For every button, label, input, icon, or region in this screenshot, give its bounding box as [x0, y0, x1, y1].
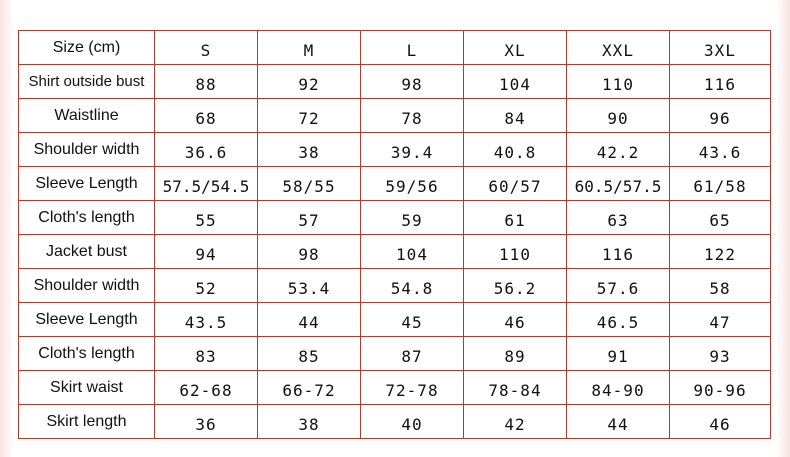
- header-size-s: [155, 31, 258, 65]
- header-size-m: [258, 31, 361, 65]
- value-text: 98: [401, 75, 423, 94]
- row-label: Sleeve Length: [19, 303, 155, 337]
- value-cell-m: [258, 201, 361, 235]
- value-cell-l: [361, 65, 464, 99]
- value-cell-3xl: [670, 269, 771, 303]
- value-text: 44: [298, 313, 320, 332]
- value-cell-l: [361, 201, 464, 235]
- row-label: Shoulder width: [19, 133, 155, 167]
- header-size-3xl: [670, 31, 771, 65]
- value-cell-xl: [464, 235, 567, 269]
- value-cell-xl: [464, 371, 567, 405]
- value-text: 45: [401, 313, 423, 332]
- value-cell-m: [258, 269, 361, 303]
- value-text: 62-68: [179, 381, 233, 400]
- value-text: 72: [298, 109, 320, 128]
- value-text: 39.4: [390, 143, 434, 162]
- value-cell-xl: [464, 303, 567, 337]
- value-cell-xxl: [567, 133, 670, 167]
- value-text: 84-90: [591, 381, 645, 400]
- value-text: 78: [401, 109, 423, 128]
- value-cell-l: [361, 167, 464, 201]
- value-cell-xl: [464, 201, 567, 235]
- value-cell-xl: [464, 65, 567, 99]
- value-cell-3xl: [670, 371, 771, 405]
- value-cell-xxl: [567, 167, 670, 201]
- value-cell-l: [361, 133, 464, 167]
- value-text: 78-84: [488, 381, 542, 400]
- row-label: Skirt length: [19, 405, 155, 439]
- value-cell-l: [361, 337, 464, 371]
- row-label: Shoulder width: [19, 269, 155, 303]
- value-cell-s: [155, 133, 258, 167]
- value-cell-s: [155, 337, 258, 371]
- value-text: 85: [298, 347, 320, 366]
- row-label: Sleeve Length: [19, 167, 155, 201]
- value-text: 116: [704, 75, 736, 94]
- value-text: 46: [709, 415, 731, 434]
- value-cell-l: [361, 405, 464, 439]
- value-cell-l: [361, 235, 464, 269]
- value-cell-3xl: [670, 133, 771, 167]
- value-text: 42: [504, 415, 526, 434]
- value-text: 83: [195, 347, 217, 366]
- header-size-l-text: L: [406, 41, 418, 60]
- measurement-row: [19, 405, 771, 439]
- row-label: Waistline: [19, 99, 155, 133]
- value-cell-s: [155, 303, 258, 337]
- value-cell-xxl: [567, 99, 670, 133]
- value-text: 38: [298, 143, 320, 162]
- value-cell-3xl: [670, 303, 771, 337]
- value-cell-xxl: [567, 269, 670, 303]
- measurement-row: [19, 167, 771, 201]
- value-cell-xl: [464, 269, 567, 303]
- value-cell-s: [155, 167, 258, 201]
- value-cell-3xl: [670, 99, 771, 133]
- value-cell-l: [361, 303, 464, 337]
- value-text: 36: [195, 415, 217, 434]
- value-text: 56.2: [493, 279, 537, 298]
- header-label-cell: Size (cm): [19, 31, 155, 65]
- value-cell-l: [361, 99, 464, 133]
- header-size-m-text: M: [303, 41, 315, 60]
- value-cell-l: [361, 269, 464, 303]
- value-text: 98: [298, 245, 320, 264]
- value-text: 43.5: [184, 313, 228, 332]
- value-text: 90-96: [693, 381, 747, 400]
- value-text: 57: [298, 211, 320, 230]
- value-cell-xxl: [567, 201, 670, 235]
- value-text: 52: [195, 279, 217, 298]
- value-text: 55: [195, 211, 217, 230]
- value-text: 58/55: [282, 177, 336, 196]
- header-size-xxl-text: XXL: [602, 41, 634, 60]
- value-text: 60.5/57.5: [574, 177, 662, 196]
- value-text: 59/56: [385, 177, 439, 196]
- value-cell-s: [155, 405, 258, 439]
- value-cell-xxl: [567, 337, 670, 371]
- value-text: 66-72: [282, 381, 336, 400]
- value-text: 47: [709, 313, 731, 332]
- measurement-row: [19, 201, 771, 235]
- value-cell-m: [258, 371, 361, 405]
- value-text: 36.6: [184, 143, 228, 162]
- row-label: Shirt outside bust: [19, 65, 155, 99]
- value-cell-s: [155, 371, 258, 405]
- header-size-xl: [464, 31, 567, 65]
- value-text: 46: [504, 313, 526, 332]
- value-cell-3xl: [670, 235, 771, 269]
- value-text: 57.6: [596, 279, 640, 298]
- value-text: 116: [602, 245, 634, 264]
- measurement-row: [19, 269, 771, 303]
- value-cell-s: [155, 201, 258, 235]
- value-text: 89: [504, 347, 526, 366]
- value-cell-xl: [464, 133, 567, 167]
- value-text: 84: [504, 109, 526, 128]
- row-label: Jacket bust: [19, 235, 155, 269]
- value-text: 90: [607, 109, 629, 128]
- value-cell-xl: [464, 167, 567, 201]
- value-cell-l: [361, 371, 464, 405]
- value-text: 54.8: [390, 279, 434, 298]
- value-text: 87: [401, 347, 423, 366]
- value-text: 72-78: [385, 381, 439, 400]
- measurement-row: [19, 235, 771, 269]
- value-cell-s: [155, 65, 258, 99]
- value-cell-m: [258, 303, 361, 337]
- header-size-3xl-text: 3XL: [704, 41, 736, 60]
- value-cell-3xl: [670, 405, 771, 439]
- measurement-row: [19, 133, 771, 167]
- value-text: 57.5/54.5: [162, 177, 250, 196]
- value-text: 96: [709, 109, 731, 128]
- value-text: 43.6: [698, 143, 742, 162]
- measurement-row: [19, 303, 771, 337]
- value-cell-m: [258, 235, 361, 269]
- size-chart-table: [18, 30, 771, 439]
- value-text: 93: [709, 347, 731, 366]
- value-cell-s: [155, 235, 258, 269]
- value-text: 58: [709, 279, 731, 298]
- value-text: 38: [298, 415, 320, 434]
- value-text: 65: [709, 211, 731, 230]
- measurement-row: [19, 371, 771, 405]
- measurement-row: [19, 337, 771, 371]
- value-text: 46.5: [596, 313, 640, 332]
- value-text: 91: [607, 347, 629, 366]
- value-text: 122: [704, 245, 736, 264]
- value-text: 53.4: [287, 279, 331, 298]
- value-text: 40: [401, 415, 423, 434]
- row-label: Cloth's length: [19, 201, 155, 235]
- value-text: 92: [298, 75, 320, 94]
- header-row: [19, 31, 771, 65]
- value-text: 94: [195, 245, 217, 264]
- value-text: 63: [607, 211, 629, 230]
- value-cell-xxl: [567, 371, 670, 405]
- measurement-row: [19, 99, 771, 133]
- header-size-xxl: [567, 31, 670, 65]
- value-cell-3xl: [670, 201, 771, 235]
- value-cell-m: [258, 337, 361, 371]
- value-text: 61: [504, 211, 526, 230]
- measurement-row: [19, 65, 771, 99]
- value-cell-xl: [464, 99, 567, 133]
- value-cell-s: [155, 99, 258, 133]
- value-cell-3xl: [670, 167, 771, 201]
- row-label: Cloth's length: [19, 337, 155, 371]
- value-cell-m: [258, 405, 361, 439]
- value-text: 60/57: [488, 177, 542, 196]
- value-text: 110: [499, 245, 531, 264]
- value-cell-3xl: [670, 337, 771, 371]
- value-text: 40.8: [493, 143, 537, 162]
- value-cell-xxl: [567, 303, 670, 337]
- size-chart-body: [19, 31, 771, 439]
- value-cell-xxl: [567, 65, 670, 99]
- header-size-l: [361, 31, 464, 65]
- header-size-xl-text: XL: [504, 41, 526, 60]
- value-text: 88: [195, 75, 217, 94]
- value-cell-xl: [464, 405, 567, 439]
- value-cell-xxl: [567, 405, 670, 439]
- value-text: 104: [499, 75, 531, 94]
- value-text: 68: [195, 109, 217, 128]
- value-cell-xxl: [567, 235, 670, 269]
- value-text: 44: [607, 415, 629, 434]
- value-text: 59: [401, 211, 423, 230]
- value-text: 110: [602, 75, 634, 94]
- header-size-s-text: S: [200, 41, 212, 60]
- value-text: 61/58: [693, 177, 747, 196]
- value-cell-xl: [464, 337, 567, 371]
- value-cell-m: [258, 99, 361, 133]
- value-cell-m: [258, 167, 361, 201]
- value-text: 104: [396, 245, 428, 264]
- value-cell-m: [258, 65, 361, 99]
- value-cell-s: [155, 269, 258, 303]
- value-cell-m: [258, 133, 361, 167]
- row-label: Skirt waist: [19, 371, 155, 405]
- value-text: 42.2: [596, 143, 640, 162]
- value-cell-3xl: [670, 65, 771, 99]
